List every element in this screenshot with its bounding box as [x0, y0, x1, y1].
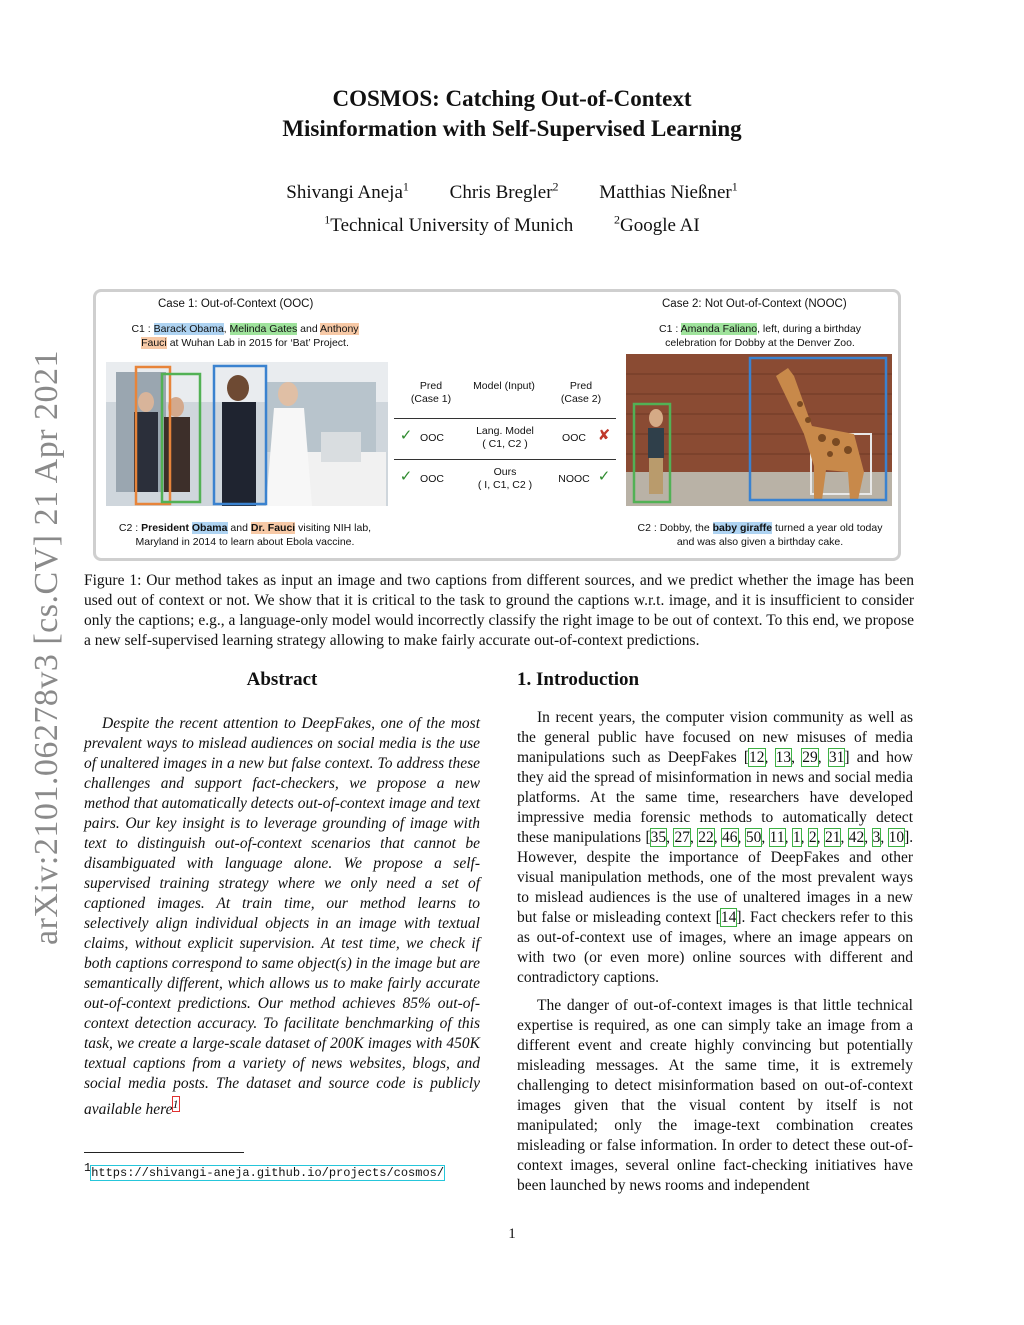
table-row [394, 419, 616, 460]
introduction-body [517, 708, 913, 1204]
abstract-heading: Abstract [246, 669, 318, 690]
citation-link[interactable]: 10 [888, 829, 905, 846]
title-line-1: COSMOS: Catching Out-of-Context [332, 86, 692, 111]
case2-caption-2: C2 : Dobby, the baby giraffe turned a year old today and was also given a birthday cake. [637, 522, 883, 548]
citation-link[interactable]: 46 [722, 829, 738, 846]
header-model: Model (Input) [473, 380, 535, 392]
citation-link[interactable]: 2 [808, 829, 817, 846]
author-1: Shivangi Aneja$^1$ [286, 180, 409, 204]
citation-link[interactable]: 14 [720, 909, 737, 926]
footnote-url-link[interactable]: https://shivangi-aneja.github.io/projects/cosmos/ [91, 1166, 445, 1180]
citation-link[interactable]: 31 [828, 749, 845, 766]
citation-link[interactable]: 11 [769, 829, 785, 846]
header-pred-case2: Pred (Case 2) [560, 380, 602, 405]
case1-title: Case 1: Out-of-Context (OOC) [158, 298, 314, 310]
paper-title [0, 84, 1024, 144]
model-input: Ours ( I, C1, C2 ) [477, 466, 533, 491]
case2-title: Case 2: Not Out-of-Context (NOOC) [662, 298, 847, 310]
case1-caption-1: C1 : Barack Obama, Melinda Gates and Anthony Fauci at Wuhan Lab in 2015 for ‘Bat’ Project. [131, 323, 359, 349]
citation-link[interactable]: 3 [872, 829, 881, 846]
affiliation-1: $^1$Technical University of Munich [324, 213, 574, 237]
arxiv-identifier: arXiv:2101.06278v3 [cs.CV] 21 Apr 2021 [28, 349, 65, 945]
figure-caption: Figure 1: Our method takes as input an image and two captions from different sources, and we predict whether the image has been used out of context or not. We show that it is critical to the task to ground the captions w.r.t. image, and it is insufficient to consider only the captions; e.g., a language-only model would incorrectly classify the right image to be out of context. To this end, we propose a new self-supervised learning strategy allowing to make fairly accurate out-of-context predictions. [84, 572, 914, 649]
lab-scene-image [106, 362, 388, 506]
citation-link[interactable]: 42 [848, 829, 865, 846]
author-3: Matthias Nießner$^1$ [599, 180, 738, 204]
pred-case1-value: OOC [420, 432, 444, 444]
abstract-body: Despite the recent attention to DeepFakes, one of the most prevalent ways to mislead audiences on social media is the use of unaltered images in a new but false context. To address these challenges and support fact-checkers, we propose a new method that automatically detects out-of-context image and text pairs. Our key insight is to leverage grounding of image with text to distinguish out-of-context scenarios that cannot be disambiguated with language alone. We propose a self-supervised training strategy where we only need a set of captioned images. At train time, our method learns to selectively align individual objects in an image with textual claims, without explicit supervision. At test time, we check if both captions correspond to same object(s) in the image but are semantically different, which allows us to make fairly accurate out-of-context predictions. Our method achieves 85% out-of-context detection accuracy. To facilitate benchmarking of this task, we create a large-scale dataset of 200K images with 450K textual captions from a variety of news websites, blogs, and social media posts. The dataset and source code is publicly available here$^1$ [84, 715, 480, 1119]
model-input: Lang. Model ( C1, C2 ) [476, 425, 534, 450]
check-icon: ✓ [399, 427, 413, 444]
citation-link[interactable]: 27 [674, 829, 690, 846]
figure-1 [93, 289, 901, 561]
prediction-table [394, 378, 616, 500]
intro-paragraph-1: In recent years, the computer vision community as well as the general public have focused on new misuses of media manipulations such as DeepFakes [12, 13, 29, 31] and how they aid the spread of misinformation in news and social media platforms. At the same time, researchers have developed impressive media forensic methods to automatically detect these manipulations [35, 27, 22, 46, 50, 11, 1, 2, 21, 42, 3, 10]. However, despite the importance of DeepFakes and other visual manipulation methods, one of the most prevalent ways to mislead audiences is the use of unaltered images in a new but false or misleading context [14]. Fact checkers refer to this as out-of-context use of images, where an image appears on with two (or even more) online sources with different and contradictory captions. [517, 709, 914, 986]
author-list [0, 180, 1024, 204]
citation-link[interactable]: 50 [745, 829, 762, 846]
page-number: 1 [508, 1226, 516, 1242]
author-2: Chris Bregler$^2$ [449, 180, 559, 204]
footnote-link[interactable]: 1 [172, 1097, 179, 1111]
cross-icon: ✘ [597, 427, 611, 444]
footnote: $^1$https://shivangi-aneja.github.io/projects/cosmos/ [84, 1161, 445, 1180]
affiliation-list [0, 213, 1024, 237]
pred-case1-value: OOC [420, 473, 444, 485]
pred-case2-value: NOOC [558, 473, 590, 485]
citation-link[interactable]: 12 [749, 749, 765, 766]
citation-link[interactable]: 21 [824, 829, 841, 846]
citation-link[interactable]: 1 [792, 829, 801, 846]
case1-photo [106, 362, 388, 506]
footnote-divider [84, 1152, 244, 1153]
citation-link[interactable]: 35 [650, 829, 667, 846]
table-row [394, 460, 616, 500]
title-line-2: Misinformation with Self-Supervised Learning [282, 116, 742, 141]
case2-caption-1: C1 : Amanda Faliano, left, during a birthday celebration for Dobby at the Denver Zoo. [659, 323, 861, 349]
citation-link[interactable]: 13 [775, 749, 792, 766]
check-icon: ✓ [597, 468, 611, 485]
check-icon: ✓ [399, 468, 413, 485]
affiliation-2: $^2$Google AI [614, 213, 700, 237]
case1-caption-2: C2 : President Obama and Dr. Fauci visiting NIH lab, Maryland in 2014 to learn about Ebola vaccine. [118, 522, 372, 548]
header-pred-case1: Pred (Case 1) [410, 380, 452, 405]
citation-link[interactable]: 22 [698, 829, 714, 846]
giraffe-scene-image [626, 354, 892, 506]
table-header-row [394, 378, 616, 419]
intro-paragraph-2: The danger of out-of-context images is that little technical expertise is required, as one can simply take an image from a different event and create highly convincing but potentially misleading messages. At the same time, it is extremely challenging to detect misinformation based on out-of-context images given that the visual content by itself is not manipulated; only the image-text combination creates misleading or false information. In order to detect these out-of-context images, several online fact-checking initiatives have been launched by news rooms and independent [517, 997, 913, 1194]
case2-photo [626, 354, 892, 506]
citation-link[interactable]: 29 [802, 749, 818, 766]
pred-case2-value: OOC [562, 432, 586, 444]
introduction-heading: 1. Introduction [517, 669, 640, 690]
